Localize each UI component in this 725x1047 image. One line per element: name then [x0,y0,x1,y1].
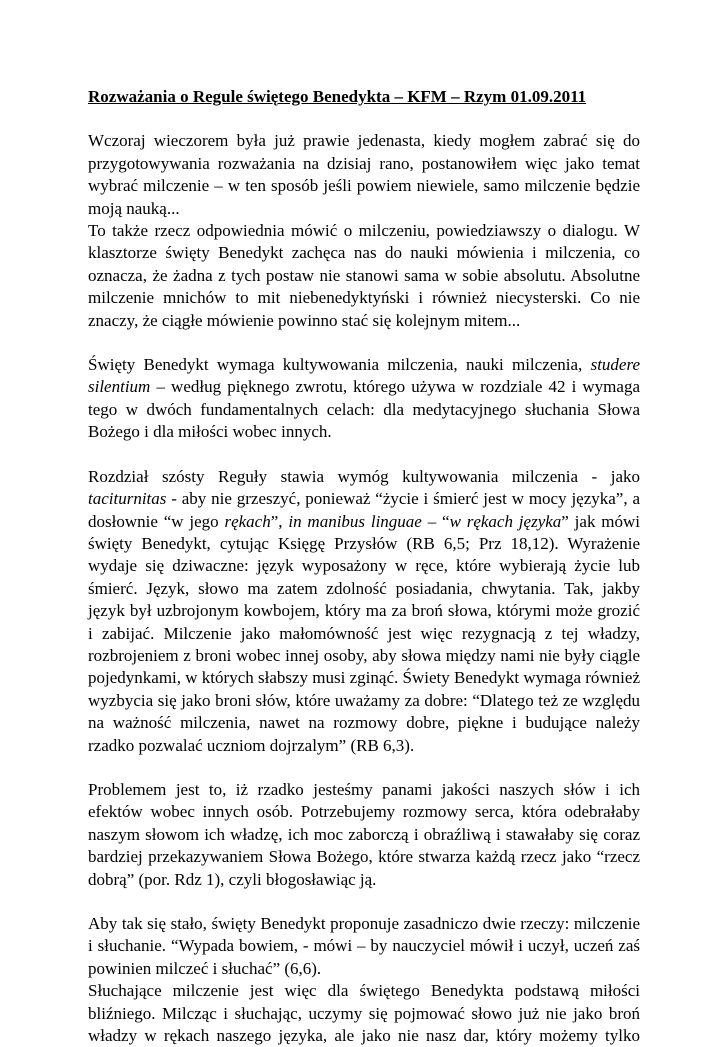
paragraph-4-text-2: - aby nie grzeszyć, ponieważ “życie i śmierć jest w mocy języka”, a dosłownie “w jego [88,489,640,531]
paragraph-4-italic-2: rękach [224,511,271,531]
document-page [88,86,640,1047]
paragraph-1: Wczoraj wieczorem była już prawie jedenasta, kiedy mogłem zabrać się do przygotowywania rozważania na dzisiaj rano, postanowiłem więc jako temat wybrać milczenie – w ten sposób jeśli powiem niewiele, samo milczenie będzie moją nauką... [88,131,640,218]
paragraph-6: Aby tak się stało, święty Benedykt proponuje zasadniczo dwie rzeczy: milczenie i słuchanie. “Wypada bowiem, - mówi – by nauczyciel mówił i uczył, uczeń zaś powinien milczeć i słuchać” (6,6). [88,914,640,978]
paragraph-3 [88,354,640,444]
paragraph-4-text-4: – “ [421,511,450,531]
paragraph-4-text-3: ”, [270,511,289,531]
paragraph-4-text-1: Rozdział szósty Reguły stawia wymóg kultywowania milczenia - jako [88,466,640,486]
paragraph-3-text-2: – według pięknego zwrotu, którego używa w rozdziale 42 i wymaga tego w dwóch fundamentalnych celach: dla medytacyjnego słuchania Słowa Bożego i dla miłości wobec innych. [88,377,640,442]
paragraph-7: Słuchające milczenie jest więc dla świętego Benedykta podstawą miłości bliźniego. Milcząc i słuchając, uczymy się pojmować słowo już nie jako broń władzy w rękach naszego języka, ale jako nie nasz dar, który możemy tylko [88,981,640,1046]
paragraph-3-italic-1: studere silentium [88,355,640,397]
paragraph-2: To także rzecz odpowiednia mówić o milczeniu, powiedziawszy o dialogu. W klasztorze święty Benedykt zachęca nas do nauki mówienia i milczenia, co oznacza, że żadna z tych postaw nie stanowi sama w sobie absolutu. Absolutne milczenie mnichów to mit niebenedyktyński i również niecysterski. Co nie znaczy, że ciągłe mówienie powinno stać się kolejnym mitem... [88,221,640,330]
document-title: Rozważania o Regule świętego Benedykta – KFM – Rzym 01.09.2011 [88,87,587,106]
paragraph-4-italic-4: w rękach języka [449,511,562,531]
paragraph-4-italic-3: in manibus linguae [288,511,422,531]
paragraph-3-text-1: Święty Benedykt wymaga kultywowania milczenia, nauki milczenia, [88,355,591,375]
paragraph-5: Problemem jest to, iż rzadko jesteśmy panami jakości naszych słów i ich efektów wobec innych osób. Potrzebujemy rozmowy serca, która odebrałaby naszym słowom ich władzę, ich moc zaborczą i obraźliwą i stawałaby się coraz bardziej przekazywaniem Słowa Bożego, które stwarza każdą rzecz jako “rzecz dobrą” (por. Rdz 1), czyli błogosławiąc ją. [88,779,640,889]
paragraph-4-italic-1: taciturnitas [88,489,167,509]
paragraph-4-text-5: ” jak mówi święty Benedykt, cytując Księgę Przysłów (RB 6,5; Prz 18,12). Wyrażenie wydaje się dziwaczne: język wyposażony w ręce, które wybierają życie lub śmierć. Język, słowo ma zatem zdolność posiadania, chwytania. Tak, jakby język był uzbrojonym kowbojem, który ma za broń słowa, którymi może grozić i zabijać. Milczenie jako małomówność jest więc rezygnacją z tej władzy, rozbrojeniem z broni wobec innej osoby, aby słowa między nami nie były ciągle pojedynkami, w których słabszy musi zginąć. Świety Benedykt wymaga również wyzbycia się jako broni słów, które uważamy za dobre: “Dlatego też ze względu na ważność milczenia, nawet na rozmowy dobre, piękne i budujące należy rzadko pozwalać uczniom dojrzalym” (RB 6,3). [88,511,640,755]
paragraph-4 [88,466,640,757]
